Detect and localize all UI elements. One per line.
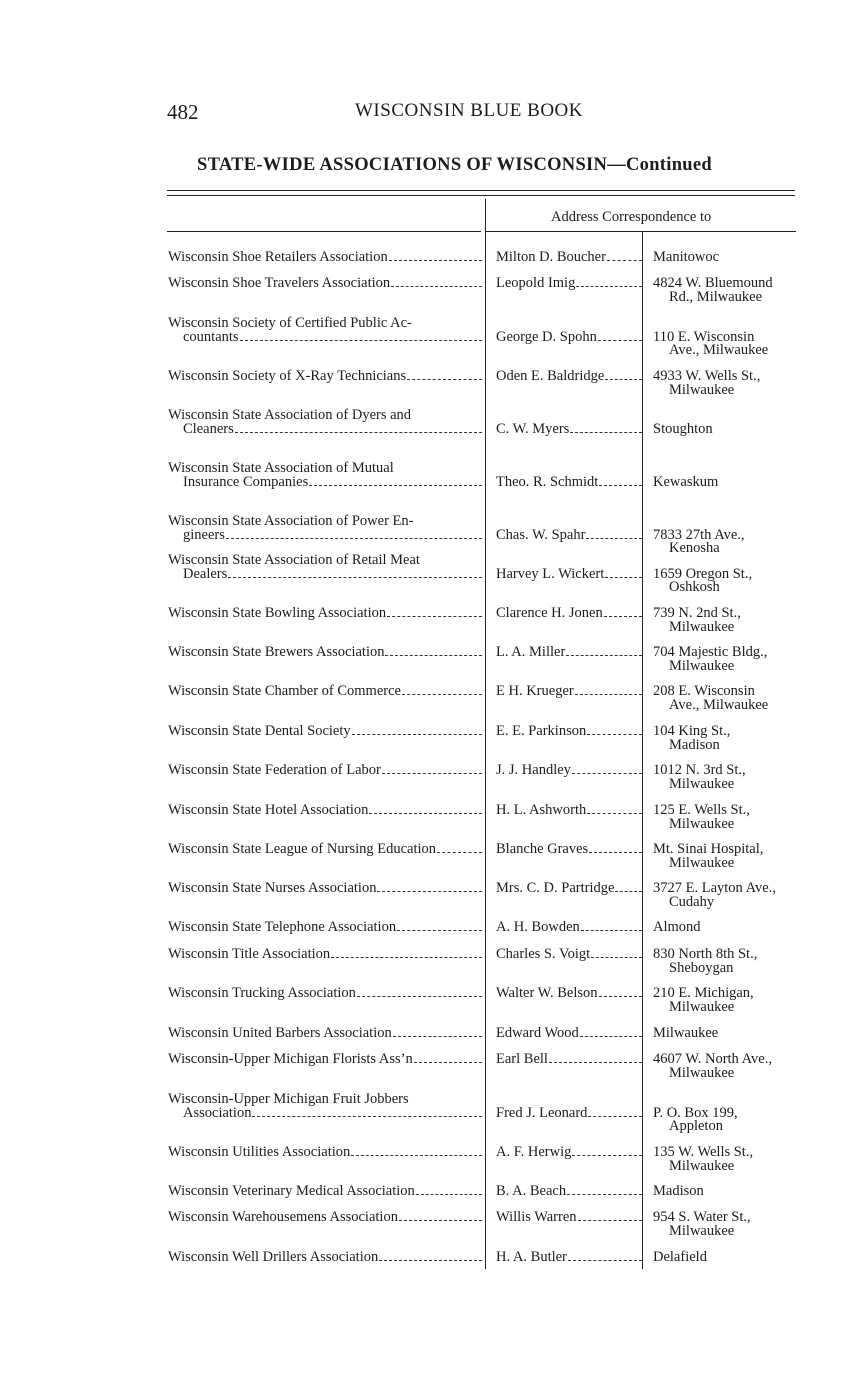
address-line: 1659 Oregon St., [653, 565, 753, 582]
contact-person-name: L. A. Miller [496, 644, 566, 660]
association-name [168, 1211, 482, 1225]
association-name-text: Wisconsin State Brewers Association [168, 644, 385, 660]
address-line: 4933 W. Wells St., [653, 368, 761, 384]
address-line: Sheboygan [669, 959, 734, 976]
dot-leader [598, 331, 642, 341]
association-name-line [168, 646, 482, 660]
address [653, 565, 853, 595]
association-name-text: Wisconsin State Nurses Association [168, 880, 377, 896]
association-name-text: Insurance Companies [183, 473, 309, 490]
address [653, 725, 853, 752]
association-name-text: Wisconsin Shoe Retailers Association [168, 249, 388, 265]
association-name-text: Wisconsin State Bowling Association [168, 605, 387, 621]
association-name [168, 251, 482, 265]
address [653, 843, 853, 870]
association-name [168, 725, 482, 739]
association-name-text: Wisconsin-Upper Michigan Fruit Jobbers [168, 1091, 409, 1107]
contact-person-name: Oden E. Baldridge [496, 368, 605, 384]
association-name-text: Dealers [183, 565, 228, 582]
association-name [168, 1146, 482, 1160]
contact-person [496, 1027, 642, 1041]
association-name-text: Wisconsin State Federation of Labor [168, 762, 381, 778]
association-name-line [168, 921, 482, 935]
association-name [168, 1185, 482, 1199]
dot-leader [352, 725, 482, 735]
address [653, 646, 853, 673]
address-line: Milwaukee [669, 381, 735, 398]
address [653, 1185, 853, 1199]
association-name [168, 948, 482, 962]
top-rule-2 [167, 195, 795, 196]
association-name [168, 843, 482, 857]
association-name-text: Association [183, 1104, 252, 1121]
contact-person-name: Edward Wood [496, 1025, 579, 1041]
address [653, 328, 853, 358]
address [653, 473, 853, 490]
dot-leader [407, 370, 482, 380]
contact-person-name: H. L. Ashworth [496, 802, 587, 818]
dot-leader [607, 251, 642, 261]
address-line: Almond [653, 919, 701, 935]
dot-leader [605, 568, 642, 578]
association-name-line [168, 725, 482, 739]
contact-person-name: Willis Warren [496, 1209, 577, 1225]
contact-person [496, 921, 642, 935]
contact-person-name: Earl Bell [496, 1051, 548, 1067]
address [653, 921, 853, 935]
dot-leader [567, 1185, 642, 1195]
dot-leader [385, 646, 482, 656]
contact-person [496, 473, 642, 490]
address [653, 420, 853, 437]
association-name-line [168, 804, 482, 818]
association-name-text: Wisconsin Utilities Association [168, 1144, 351, 1160]
address-line: Milwaukee [669, 657, 735, 674]
association-name-line [168, 565, 482, 582]
association-name-line [168, 1053, 482, 1067]
association-name-text: Wisconsin State Association of Dyers and [168, 407, 412, 423]
contact-person-name: George D. Spohn [496, 328, 597, 345]
address-line: 4824 W. Bluemound [653, 275, 773, 291]
dot-leader [357, 987, 482, 997]
address [653, 685, 853, 712]
dot-leader [605, 370, 642, 380]
contact-person [496, 1053, 642, 1067]
address [653, 1211, 853, 1238]
dot-leader [549, 1053, 642, 1063]
contact-person-name: Harvey L. Wickert [496, 565, 605, 582]
contact-person [496, 1185, 642, 1199]
contact-person-name: Fred J. Leonard [496, 1104, 588, 1121]
address-line: 210 E. Michigan, [653, 985, 754, 1001]
column-divider-2 [642, 231, 643, 1269]
contact-person [496, 328, 642, 345]
association-name [168, 515, 482, 542]
address-line: Ave., Milwaukee [669, 342, 769, 358]
contact-person [496, 277, 642, 291]
dot-leader [351, 1146, 482, 1156]
top-rule-1 [167, 190, 795, 191]
address-line: 3727 E. Layton Ave., [653, 880, 776, 896]
dot-leader [382, 764, 482, 774]
address-line: Milwaukee [669, 618, 735, 635]
dot-leader [414, 1053, 482, 1063]
association-name [168, 987, 482, 1001]
address-line: Kewaskum [653, 473, 719, 490]
address-line: 7833 27th Ave., [653, 526, 745, 543]
contact-person-name: Chas. W. Spahr [496, 526, 586, 543]
contact-person-name: A. F. Herwig [496, 1144, 572, 1160]
contact-person [496, 1251, 642, 1265]
dot-leader [591, 948, 642, 958]
contact-person [496, 526, 642, 543]
dot-leader [604, 607, 642, 617]
contact-person [496, 948, 642, 962]
association-name-line [168, 526, 482, 543]
contact-person-name: E H. Krueger [496, 683, 574, 699]
association-name [168, 1251, 482, 1265]
contact-person [496, 987, 642, 1001]
dot-leader [393, 1027, 482, 1037]
contact-person [496, 1211, 642, 1225]
table-title: STATE-WIDE ASSOCIATIONS OF WISCONSIN—Continued [197, 155, 712, 175]
dot-leader [589, 843, 642, 853]
dot-leader [588, 1107, 642, 1117]
address-line: Milwaukee [669, 775, 735, 792]
address-line: 125 E. Wells St., [653, 802, 750, 818]
association-name-line [168, 1251, 482, 1265]
address [653, 277, 853, 304]
address [653, 882, 853, 909]
association-name-line [168, 843, 482, 857]
contact-person-name: J. J. Handley [496, 762, 571, 778]
dot-leader [437, 843, 482, 853]
dot-leader [399, 1211, 482, 1221]
association-name-text: Wisconsin State Dental Society [168, 723, 351, 739]
column-divider-1 [485, 199, 486, 1269]
association-name-text: Wisconsin State Telephone Association [168, 919, 397, 935]
address-line: Milwaukee [669, 854, 735, 871]
dot-leader [377, 882, 482, 892]
association-name [168, 317, 482, 344]
association-name-text: Wisconsin State Association of Mutual [168, 460, 394, 476]
address-line: 1012 N. 3rd St., [653, 762, 746, 778]
address [653, 804, 853, 831]
association-name-text: Wisconsin Society of Certified Public Ac- [168, 315, 412, 331]
association-name [168, 764, 482, 778]
dot-leader [566, 646, 642, 656]
address-line: Stoughton [653, 420, 713, 437]
association-name [168, 409, 482, 436]
header-underline-left [167, 231, 481, 232]
dot-leader [235, 423, 482, 433]
dot-leader [389, 251, 482, 261]
dot-leader [379, 1251, 482, 1261]
association-name-text: Wisconsin Warehousemens Association [168, 1209, 398, 1225]
dot-leader [581, 921, 642, 931]
association-name-line [168, 473, 482, 490]
association-name [168, 1093, 482, 1120]
contact-person [496, 370, 642, 384]
address-line: Delafield [653, 1249, 707, 1265]
association-name-text: Wisconsin State Chamber of Commerce [168, 683, 401, 699]
association-name-line [168, 1027, 482, 1041]
address-line: 104 King St., [653, 723, 731, 739]
contact-person [496, 251, 642, 265]
address-line: P. O. Box 199, [653, 1104, 738, 1121]
association-name-text: Wisconsin State Hotel Association [168, 802, 369, 818]
dot-leader [369, 804, 482, 814]
dot-leader [568, 1251, 642, 1261]
address [653, 764, 853, 791]
page-number: 482 [167, 100, 199, 124]
dot-leader [580, 1027, 642, 1037]
association-name [168, 277, 482, 291]
address-line: Cudahy [669, 893, 715, 910]
association-name-line [168, 328, 482, 345]
association-name-line [168, 1104, 482, 1121]
association-name-line [168, 251, 482, 265]
association-name [168, 554, 482, 581]
dot-leader [240, 331, 482, 341]
association-name-line [168, 987, 482, 1001]
address [653, 1104, 853, 1134]
association-name-text: Wisconsin Trucking Association [168, 985, 356, 1001]
contact-person-name: B. A. Beach [496, 1183, 567, 1199]
address [653, 370, 853, 397]
association-name-line [168, 948, 482, 962]
contact-person-name: Milton D. Boucher [496, 249, 606, 265]
address-line: Madison [669, 736, 720, 753]
dot-leader [252, 1107, 482, 1117]
association-name-text: Wisconsin State League of Nursing Education [168, 841, 437, 857]
association-name [168, 804, 482, 818]
dot-leader [572, 1146, 642, 1156]
association-name-text: Wisconsin Society of X-Ray Technicians [168, 368, 407, 384]
address [653, 1146, 853, 1173]
association-name-line [168, 882, 482, 896]
association-name-line [168, 607, 482, 621]
address [653, 1053, 853, 1080]
contact-person-name: Charles S. Voigt [496, 946, 591, 962]
association-name [168, 1053, 482, 1067]
dot-leader [309, 476, 482, 486]
dot-leader [226, 529, 482, 539]
association-name-line [168, 277, 482, 291]
address-line: Rd., Milwaukee [669, 288, 763, 305]
address [653, 251, 853, 265]
contact-person-name: A. H. Bowden [496, 919, 580, 935]
contact-person-name: Clarence H. Jonen [496, 605, 603, 621]
address [653, 607, 853, 634]
association-name-line [168, 420, 482, 437]
association-name-line [168, 370, 482, 384]
contact-person-name: H. A. Butler [496, 1249, 567, 1265]
association-name [168, 685, 482, 699]
association-name-text: Cleaners [183, 420, 234, 437]
address-line: Appleton [669, 1118, 723, 1134]
association-name-line [168, 685, 482, 699]
association-name [168, 607, 482, 621]
address-line: 135 W. Wells St., [653, 1144, 754, 1160]
association-name [168, 370, 482, 384]
contact-person [496, 1146, 642, 1160]
contact-person-name: Walter W. Belson [496, 985, 598, 1001]
contact-person [496, 646, 642, 660]
contact-person [496, 420, 642, 437]
address-line: Milwaukee [669, 998, 735, 1015]
address-line: Ave., Milwaukee [669, 696, 769, 713]
contact-person-name: Mrs. C. D. Partridge [496, 880, 615, 896]
dot-leader [587, 804, 642, 814]
address-line: Kenosha [669, 540, 720, 556]
dot-leader [576, 277, 642, 287]
address-line: 954 S. Water St., [653, 1209, 751, 1225]
dot-leader [587, 725, 642, 735]
contact-person [496, 804, 642, 818]
dot-leader [397, 921, 482, 931]
page-header [167, 100, 767, 128]
address-line: 739 N. 2nd St., [653, 605, 741, 621]
address-line: Madison [653, 1183, 704, 1199]
dot-leader [228, 568, 482, 578]
association-name-line [168, 764, 482, 778]
dot-leader [599, 476, 642, 486]
address-line: 4607 W. North Ave., [653, 1051, 772, 1067]
association-name-line [168, 1185, 482, 1199]
contact-person-name: C. W. Myers [496, 420, 570, 437]
address-line: Milwaukee [653, 1025, 719, 1041]
header-underline-right [486, 231, 796, 232]
dot-leader [575, 685, 642, 695]
contact-person-name: E. E. Parkinson [496, 723, 587, 739]
dot-leader [572, 764, 642, 774]
contact-person [496, 1104, 642, 1121]
address-line: Milwaukee [669, 815, 735, 832]
address [653, 948, 853, 975]
address [653, 526, 853, 556]
contact-person [496, 685, 642, 699]
address-line: 704 Majestic Bldg., [653, 644, 768, 660]
running-head: WISCONSIN BLUE BOOK [355, 100, 583, 121]
contact-person-name: Leopold Imig [496, 275, 576, 291]
dot-leader [570, 423, 642, 433]
association-name-text: Wisconsin Well Drillers Association [168, 1249, 379, 1265]
association-name-text: Wisconsin Shoe Travelers Association [168, 275, 391, 291]
association-name-text: Wisconsin United Barbers Association [168, 1025, 392, 1041]
contact-person [496, 607, 642, 621]
dot-leader [615, 882, 642, 892]
column-header-address: Address Correspondence to [551, 209, 712, 225]
address-line: 110 E. Wisconsin [653, 328, 755, 345]
association-name-line [168, 1211, 482, 1225]
dot-leader [416, 1185, 482, 1195]
address-line: Manitowoc [653, 249, 720, 265]
address [653, 987, 853, 1014]
association-name [168, 1027, 482, 1041]
contact-person [496, 882, 642, 896]
association-name-text: Wisconsin State Association of Power En- [168, 513, 414, 529]
address [653, 1027, 853, 1041]
dot-leader [331, 948, 482, 958]
contact-person-name: Theo. R. Schmidt [496, 473, 599, 490]
contact-person-name: Blanche Graves [496, 841, 589, 857]
address [653, 1251, 853, 1265]
association-name [168, 646, 482, 660]
association-name-text: Wisconsin Veterinary Medical Association [168, 1183, 415, 1199]
contact-person [496, 764, 642, 778]
association-name [168, 462, 482, 489]
address-line: Mt. Sinai Hospital, [653, 841, 764, 857]
association-name-line [168, 1146, 482, 1160]
address-line: Milwaukee [669, 1157, 735, 1174]
dot-leader [387, 607, 482, 617]
contact-person [496, 725, 642, 739]
dot-leader [599, 987, 642, 997]
address-line: Oshkosh [669, 579, 720, 595]
address-line: Milwaukee [669, 1064, 735, 1081]
address-line: 208 E. Wisconsin [653, 683, 755, 699]
dot-leader [402, 685, 482, 695]
address-line: Milwaukee [669, 1222, 735, 1239]
association-name [168, 882, 482, 896]
association-name-text: Wisconsin-Upper Michigan Florists Ass’n [168, 1051, 413, 1067]
contact-person [496, 843, 642, 857]
dot-leader [391, 277, 482, 287]
dot-leader [586, 529, 642, 539]
association-name-text: Wisconsin State Association of Retail Meat [168, 552, 420, 568]
dot-leader [578, 1211, 642, 1221]
association-name-text: countants [183, 328, 239, 345]
address-line: 830 North 8th St., [653, 946, 758, 962]
association-name [168, 921, 482, 935]
contact-person [496, 565, 642, 582]
association-name-text: Wisconsin Title Association [168, 946, 331, 962]
association-name-text: gineers [183, 526, 225, 543]
